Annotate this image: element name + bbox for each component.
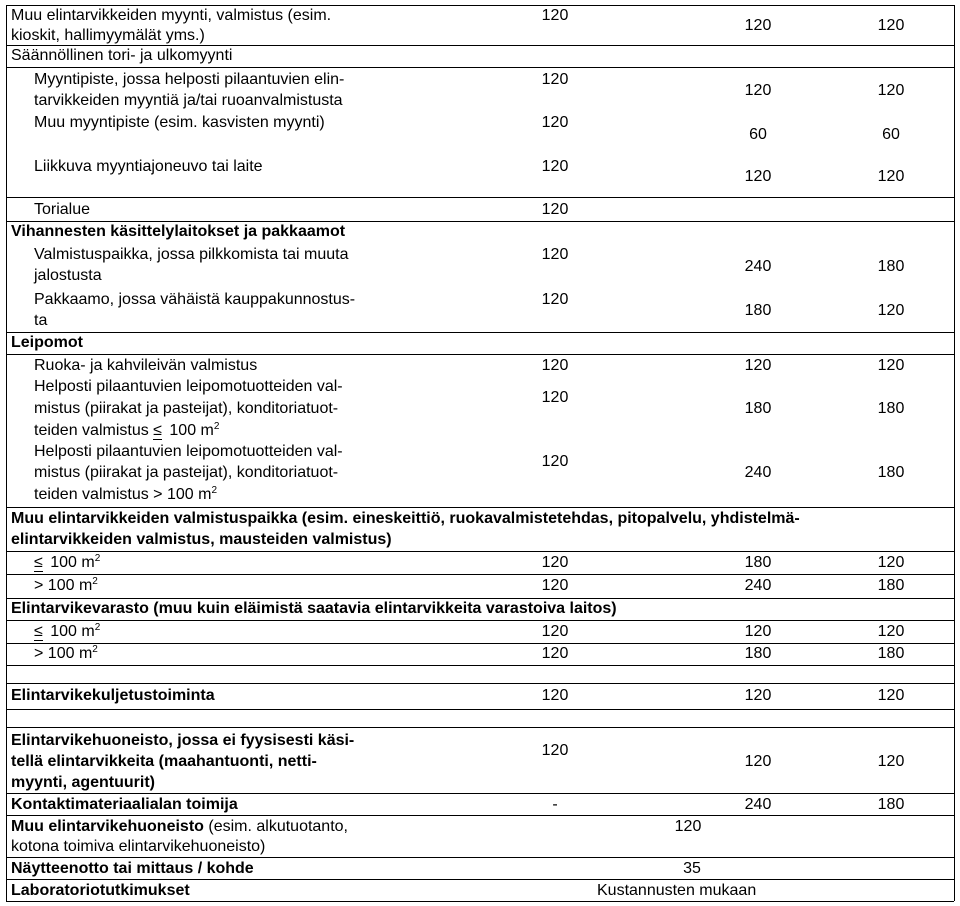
section-heading: Leipomot <box>11 334 83 351</box>
fee-value: 120 <box>674 818 702 835</box>
size-prefix: ≤ <box>34 553 46 573</box>
fee-value: 120 <box>541 645 569 662</box>
row-label: Helposti pilaantuvien leipomotuotteiden val- <box>34 378 343 395</box>
row-divider <box>6 332 954 333</box>
area-unit-exponent: 2 <box>94 622 101 633</box>
column-divider <box>6 5 7 901</box>
fee-value: 180 <box>877 464 905 481</box>
fee-value: Kustannusten mukaan <box>597 882 757 899</box>
section-heading: tellä elintarvikkeita (maahantuonti, netti- <box>11 753 317 770</box>
row-divider <box>6 643 954 644</box>
fee-value: 60 <box>882 126 900 143</box>
fee-value: 180 <box>877 258 905 275</box>
fee-value: 120 <box>744 82 772 99</box>
fee-value: 120 <box>541 687 569 704</box>
section-heading: Näytteenotto tai mittaus / kohde <box>11 860 254 877</box>
fee-value: 120 <box>877 623 905 640</box>
size-value: 100 m <box>50 554 95 571</box>
fee-value: 60 <box>749 126 767 143</box>
row-divider <box>6 683 954 684</box>
row-label: jalostusta <box>34 267 102 284</box>
size-prefix: ≤ <box>34 622 46 642</box>
row-label: Helposti pilaantuvien leipomotuotteiden val- <box>34 443 343 460</box>
fee-value: 120 <box>877 168 905 185</box>
area-unit-exponent: 2 <box>213 421 220 432</box>
fee-value: 180 <box>744 554 772 571</box>
size-prefix: ≤ <box>153 421 165 441</box>
fee-value: 120 <box>541 554 569 571</box>
row-label: Muu myyntipiste (esim. kasvisten myynti) <box>34 114 325 131</box>
fee-value: 120 <box>877 357 905 374</box>
size-label <box>34 622 100 642</box>
fee-value: 120 <box>877 554 905 571</box>
row-label: kioskit, hallimyymälät yms.) <box>11 27 205 44</box>
size-value: 100 m <box>166 486 212 503</box>
row-label: Torialue <box>34 201 91 218</box>
area-unit-exponent: 2 <box>211 485 217 496</box>
row-divider <box>6 879 954 880</box>
size-prefix: > <box>34 645 44 662</box>
fee-value: 120 <box>541 742 569 759</box>
row-divider <box>6 620 954 621</box>
fee-value: 120 <box>541 577 569 594</box>
size-label <box>34 576 98 596</box>
row-label: tarvikkeiden myyntiä ja/tai ruoanvalmistusta <box>34 92 343 109</box>
fee-value: 120 <box>744 687 772 704</box>
fee-value: 120 <box>877 687 905 704</box>
section-heading: myynti, agentuurit) <box>11 774 156 791</box>
section-heading: Elintarvikevarasto (muu kuin eläimistä saatavia elintarvikkeita varastoiva laitos) <box>11 600 617 617</box>
area-unit-exponent: 2 <box>92 576 98 587</box>
fee-value: 180 <box>744 302 772 319</box>
row-divider <box>6 67 954 68</box>
row-label <box>34 485 217 505</box>
section-heading: Muu elintarvikkeiden valmistuspaikka (esim. eineskeittiö, ruokavalmistetehdas, pitopalvelu, yhdistelmä- <box>11 510 800 527</box>
size-prefix: > <box>153 486 163 503</box>
fee-value: 120 <box>877 302 905 319</box>
size-value: 100 m <box>47 577 93 594</box>
fee-value: 180 <box>877 577 905 594</box>
fee-value: 240 <box>744 258 772 275</box>
fee-value: 120 <box>877 82 905 99</box>
fee-value: 120 <box>541 291 569 308</box>
row-label-text: teiden valmistus <box>34 422 149 439</box>
row-label <box>11 817 348 837</box>
size-value: 100 m <box>47 645 93 662</box>
row-label-bold: Muu elintarvikehuoneisto <box>11 818 204 835</box>
section-heading: Kontaktimateriaalialan toimija <box>11 796 238 813</box>
fee-value: 120 <box>541 246 569 263</box>
fee-value: 180 <box>877 400 905 417</box>
row-divider <box>6 197 954 198</box>
row-divider <box>6 793 954 794</box>
row-label-rest: (esim. alkutuotanto, <box>203 818 348 835</box>
fee-value: 180 <box>877 796 905 813</box>
fee-value: 35 <box>683 860 701 877</box>
fee-value: 120 <box>744 623 772 640</box>
section-heading: Elintarvikekuljetustoiminta <box>11 687 215 704</box>
row-label: Myyntipiste, jossa helposti pilaantuvien elin- <box>34 71 345 88</box>
area-unit-exponent: 2 <box>92 644 98 655</box>
fee-value: 120 <box>541 71 569 88</box>
row-label: Muu elintarvikkeiden myynti, valmistus (esim. <box>11 7 332 24</box>
fee-value: 240 <box>744 577 772 594</box>
row-label: Liikkuva myyntiajoneuvo tai laite <box>34 158 263 175</box>
section-heading: Laboratoriotutkimukset <box>11 882 190 899</box>
fee-value: 120 <box>877 753 905 770</box>
fee-value: 120 <box>541 357 569 374</box>
row-label: ta <box>34 312 48 329</box>
row-label: kotona toimiva elintarvikehuoneisto) <box>11 838 266 855</box>
row-label: Pakkaamo, jossa vähäistä kauppakunnostus- <box>34 291 356 308</box>
fee-value: 120 <box>541 7 569 24</box>
section-heading: Vihannesten käsittelylaitokset ja pakkaamot <box>11 223 346 240</box>
row-divider <box>6 815 954 816</box>
row-divider <box>6 354 954 355</box>
fee-value: 120 <box>541 453 569 470</box>
fee-value: 120 <box>541 201 569 218</box>
size-value: 100 m <box>169 422 214 439</box>
size-value: 100 m <box>50 623 95 640</box>
size-label <box>34 644 98 664</box>
fee-value: 120 <box>541 389 569 406</box>
row-divider <box>6 665 954 666</box>
row-label: Ruoka- ja kahvileivän valmistus <box>34 357 258 374</box>
size-label <box>34 553 100 573</box>
fee-value: 120 <box>541 158 569 175</box>
column-divider <box>954 5 955 901</box>
row-label: mistus (piirakat ja pasteijat), konditoriatuot- <box>34 464 339 481</box>
row-label-text: teiden valmistus <box>34 486 149 503</box>
fee-value: 180 <box>744 400 772 417</box>
row-divider <box>6 574 954 575</box>
fee-value: 180 <box>877 645 905 662</box>
row-divider <box>6 507 954 508</box>
fee-value: - <box>552 796 558 813</box>
fee-value: 120 <box>541 114 569 131</box>
area-unit-exponent: 2 <box>94 553 101 564</box>
fee-value: 120 <box>744 357 772 374</box>
fee-value: 120 <box>744 17 772 34</box>
row-divider <box>6 727 954 728</box>
fee-value: 120 <box>744 753 772 770</box>
row-label <box>34 421 219 441</box>
section-heading: Säännöllinen tori- ja ulkomyynti <box>11 47 233 64</box>
section-heading: Elintarvikehuoneisto, jossa ei fyysisesti käsi- <box>11 732 355 749</box>
fee-value: 120 <box>877 17 905 34</box>
row-label: Valmistuspaikka, jossa pilkkomista tai muuta <box>34 246 349 263</box>
row-label: mistus (piirakat ja pasteijat), konditoriatuot- <box>34 400 339 417</box>
row-divider <box>6 857 954 858</box>
row-divider <box>6 901 954 902</box>
row-divider <box>6 709 954 710</box>
fee-value: 240 <box>744 464 772 481</box>
size-prefix: > <box>34 577 44 594</box>
fee-value: 120 <box>744 168 772 185</box>
row-divider <box>6 551 954 552</box>
section-heading: elintarvikkeiden valmistus, mausteiden valmistus) <box>11 531 392 548</box>
fee-value: 120 <box>541 623 569 640</box>
fee-value: 240 <box>744 796 772 813</box>
fee-value: 180 <box>744 645 772 662</box>
